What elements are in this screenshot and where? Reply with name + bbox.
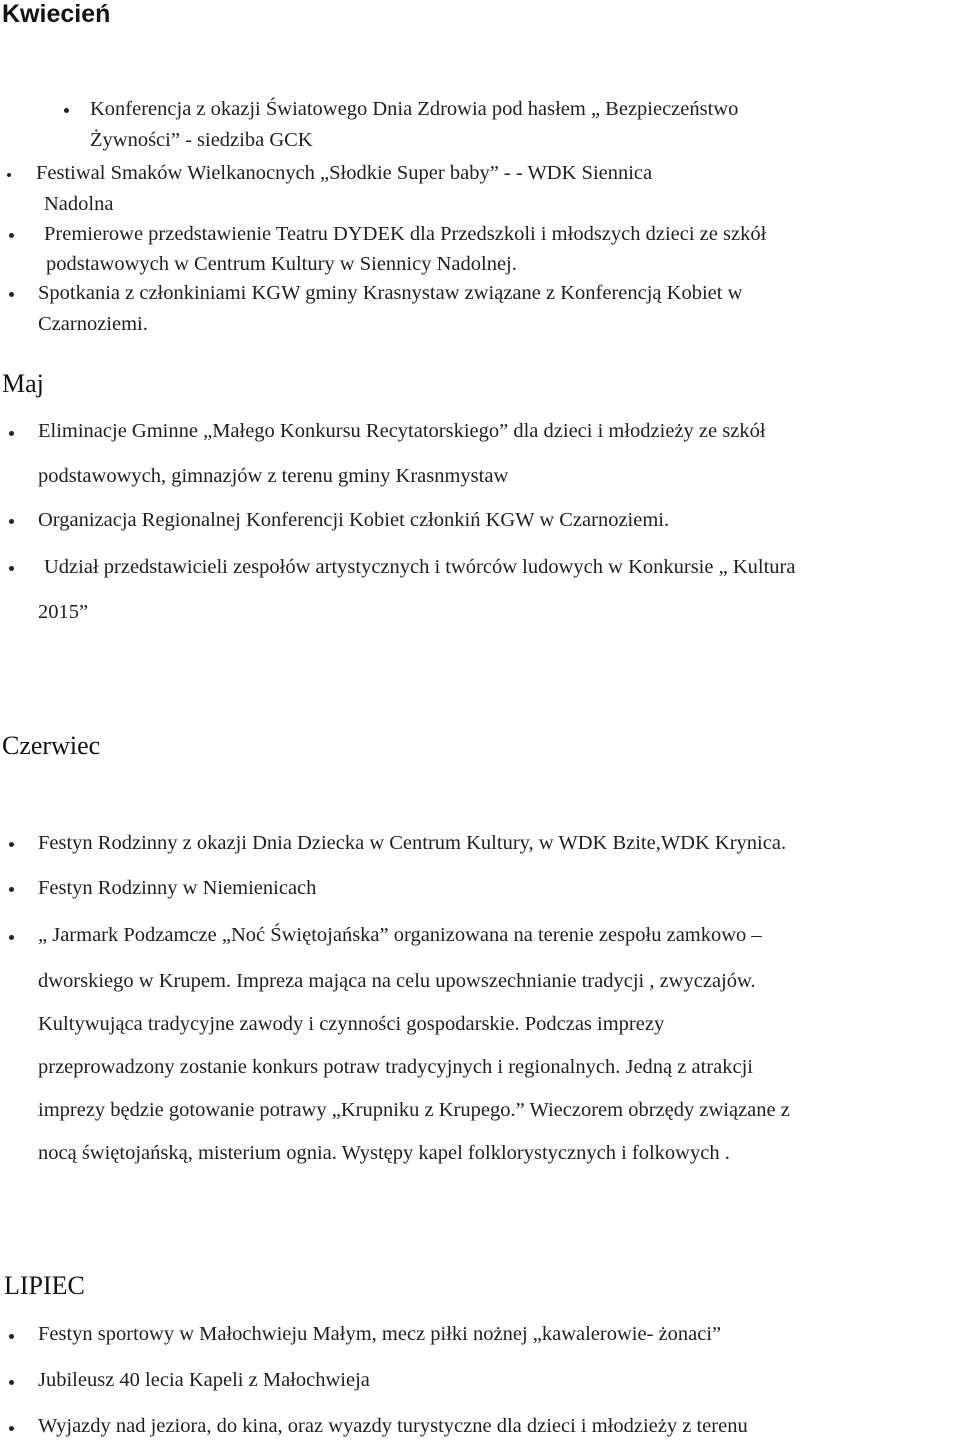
list-item-line: dworskiego w Krupem. Impreza mająca na celu upowszechnianie tradycji , zwyczajów. xyxy=(38,970,756,992)
list-item-line: Premierowe przedstawienie Teatru DYDEK dla Przedszkoli i młodszych dzieci ze szkół xyxy=(44,223,767,245)
bullet-icon xyxy=(9,566,14,571)
list-item-line: Spotkania z członkiniami KGW gminy Krasnystaw związane z Konferencją Kobiet w xyxy=(38,282,743,304)
bullet-icon xyxy=(9,1380,14,1385)
bullet-icon xyxy=(9,842,14,847)
list-item-line: „ Jarmark Podzamcze „Noć Świętojańska” organizowana na terenie zespołu zamkowo – xyxy=(38,924,762,946)
list-item-line: Kultywująca tradycyjne zawody i czynności gospodarskie. Podczas imprezy xyxy=(38,1013,665,1035)
list-item-line: Czarnoziemi. xyxy=(38,313,148,335)
list-item-line: Festyn sportowy w Małochwieju Małym, mecz piłki nożnej „kawalerowie- żonaci” xyxy=(38,1323,722,1345)
list-item-line: Żywności” - siedziba GCK xyxy=(90,129,313,151)
bullet-icon xyxy=(7,173,11,177)
list-item-line: Organizacja Regionalnej Konferencji Kobiet członkiń KGW w Czarnoziemi. xyxy=(38,509,670,531)
list-item-line: podstawowych w Centrum Kultury w Siennicy Nadolnej. xyxy=(46,253,517,275)
list-item-line: Festyn Rodzinny z okazji Dnia Dziecka w Centrum Kultury, w WDK Bzite,WDK Krynica. xyxy=(38,832,787,854)
bullet-icon xyxy=(9,935,14,940)
list-item-line: 2015” xyxy=(38,601,89,623)
list-item-line: Eliminacje Gminne „Małego Konkursu Recytatorskiego” dla dzieci i młodzieży ze szkół xyxy=(38,420,766,442)
section-heading-april: Kwiecień xyxy=(2,0,111,28)
list-item-line: Wyjazdy nad jeziora, do kina, oraz wyazdy turystyczne dla dzieci i młodzieży z terenu xyxy=(38,1415,748,1437)
bullet-icon xyxy=(64,108,69,113)
bullet-icon xyxy=(9,233,14,238)
section-heading-july: LIPIEC xyxy=(4,1271,85,1300)
bullet-icon xyxy=(9,519,14,524)
list-item-line: Nadolna xyxy=(44,193,114,215)
bullet-icon xyxy=(9,292,14,297)
list-item-line: Jubileusz 40 lecia Kapeli z Małochwieja xyxy=(38,1369,370,1391)
section-heading-june: Czerwiec xyxy=(2,731,101,760)
list-item-line: przeprowadzony zostanie konkurs potraw tradycyjnych i regionalnych. Jedną z atrakcji xyxy=(38,1056,753,1078)
bullet-icon xyxy=(9,431,14,436)
list-item-line: podstawowych, gimnazjów z terenu gminy Krasnmystaw xyxy=(38,465,509,487)
list-item-line: Festyn Rodzinny w Niemienicach xyxy=(38,877,317,899)
list-item-line: Udział przedstawicieli zespołów artystycznych i twórców ludowych w Konkursie „ Kultura xyxy=(44,556,796,578)
list-item-line: Festiwal Smaków Wielkanocnych „Słodkie Super baby” - - WDK Siennica xyxy=(36,162,653,184)
bullet-icon xyxy=(9,1334,14,1339)
list-item-line: imprezy będzie gotowanie potrawy „Krupniku z Krupego.” Wieczorem obrzędy związane z xyxy=(38,1099,790,1121)
list-item-line: Konferencja z okazji Światowego Dnia Zdrowia pod hasłem „ Bezpieczeństwo xyxy=(90,98,739,120)
bullet-icon xyxy=(9,887,14,892)
list-item-line: nocą świętojańską, misterium ognia. Występy kapel folklorystycznych i folkowych . xyxy=(38,1142,730,1164)
section-heading-may: Maj xyxy=(2,369,44,398)
bullet-icon xyxy=(9,1426,14,1431)
